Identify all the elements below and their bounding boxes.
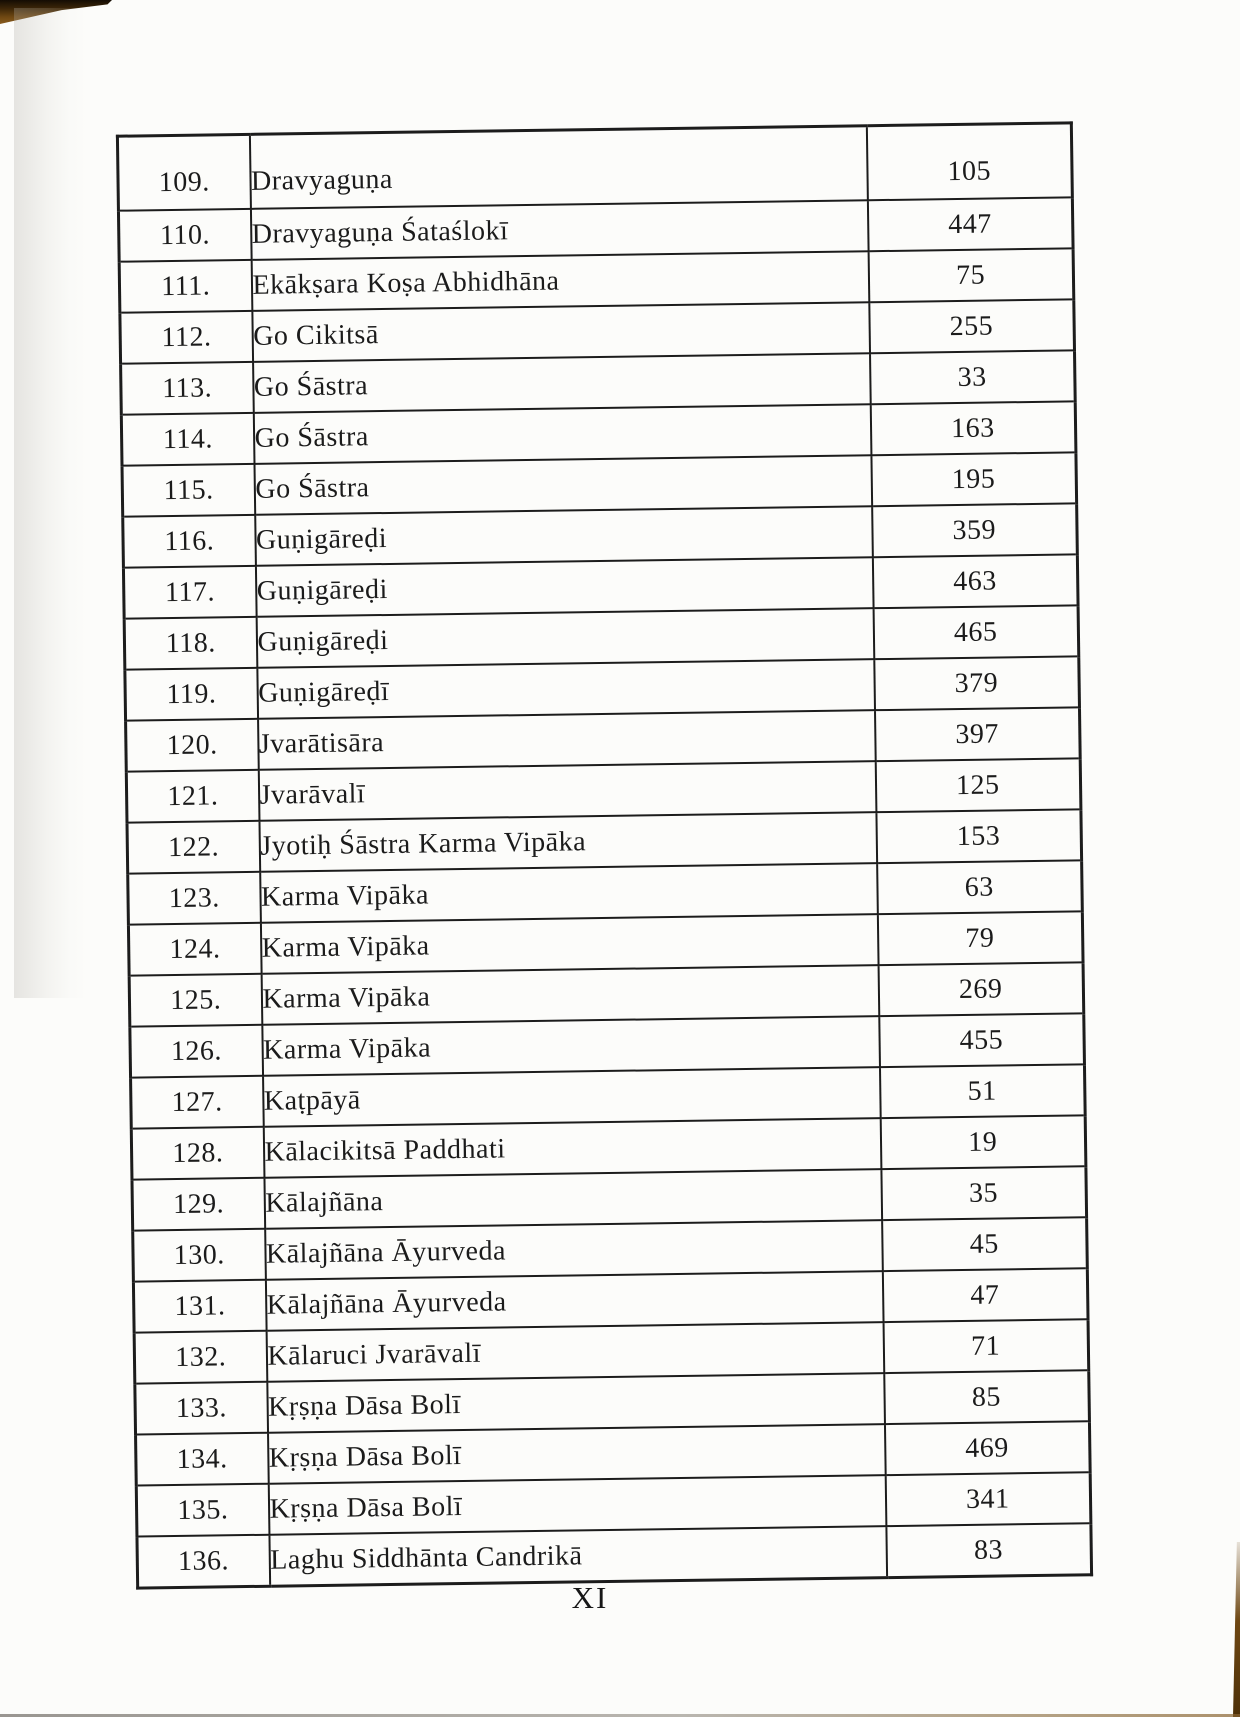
entry-number: 125.: [129, 974, 262, 1027]
index-table: [116, 121, 1093, 1589]
entry-title: Kālajñāna Āyurveda: [265, 1271, 883, 1331]
entry-title: Kālajñāna: [264, 1169, 882, 1229]
entry-title: Kṛṣṇa Dāsa Bolī: [268, 1424, 886, 1484]
entry-page-number: 33: [870, 350, 1076, 404]
entry-number: 124.: [128, 923, 261, 976]
scan-left-streak-artifact: [14, 8, 88, 998]
entry-page-number: 255: [869, 299, 1075, 353]
entry-number: 115.: [122, 464, 255, 517]
entry-page-number: 379: [874, 656, 1080, 710]
entry-number: 116.: [123, 515, 256, 568]
entry-number: 127.: [131, 1076, 264, 1129]
entry-title: Karma Vipāka: [262, 1016, 880, 1076]
entry-title: Jvarāvalī: [258, 761, 876, 821]
entry-number: 113.: [121, 362, 254, 415]
entry-number: 121.: [126, 770, 259, 823]
entry-title: Kṛṣṇa Dāsa Bolī: [267, 1373, 885, 1433]
entry-title: Kālacikitsā Paddhati: [263, 1118, 881, 1178]
entry-page-number: 75: [868, 248, 1074, 302]
entry-number: 134.: [136, 1433, 269, 1486]
entry-title: Jyotiḥ Śāstra Karma Vipāka: [259, 812, 877, 872]
entry-title: Kālaruci Jvarāvalī: [266, 1322, 884, 1382]
entry-title: Guṇigāreḍi: [256, 608, 874, 668]
entry-number: 128.: [131, 1127, 264, 1180]
entry-page-number: 463: [872, 554, 1078, 608]
entry-title: Kṛṣṇa Dāsa Bolī: [268, 1475, 886, 1535]
entry-number: 122.: [127, 821, 260, 874]
entry-number: 120.: [126, 719, 259, 772]
scan-right-edge-artifact: [1233, 1542, 1240, 1717]
entry-title: Go Cikitsā: [252, 302, 870, 362]
entry-number: 109.: [117, 134, 250, 210]
entry-page-number: 163: [870, 401, 1076, 455]
table-body: [117, 123, 1091, 1588]
entry-number: 131.: [133, 1280, 266, 1333]
entry-page-number: 469: [884, 1421, 1090, 1475]
entry-page-number: 341: [885, 1472, 1091, 1526]
entry-title: Jvarātisāra: [258, 710, 876, 770]
entry-number: 133.: [135, 1382, 268, 1435]
entry-title: Guṇigāreḍī: [257, 659, 875, 719]
entry-number: 112.: [120, 311, 253, 364]
entry-title: Go Śāstra: [253, 353, 871, 413]
entry-number: 117.: [123, 566, 256, 619]
entry-page-number: 71: [883, 1319, 1089, 1373]
entry-page-number: 47: [882, 1268, 1088, 1322]
entry-number: 111.: [119, 260, 252, 313]
entry-page-number: 125: [875, 758, 1081, 812]
entry-title: Karma Vipāka: [260, 863, 878, 923]
entry-title: Dravyaguṇa Śataślokī: [250, 200, 868, 260]
entry-page-number: 63: [877, 860, 1083, 914]
entry-title: Laghu Siddhānta Candrikā: [269, 1526, 887, 1586]
entry-number: 110.: [118, 209, 251, 262]
entry-page-number: 269: [878, 962, 1084, 1016]
footer-page-number: XI: [571, 1580, 609, 1615]
entry-page-number: 447: [867, 197, 1073, 251]
entry-page-number: 79: [877, 911, 1083, 965]
entry-page-number: 153: [876, 809, 1082, 863]
entry-page-number: 85: [884, 1370, 1090, 1424]
entry-title: Kālajñāna Āyurveda: [265, 1220, 883, 1280]
entry-page-number: 83: [886, 1523, 1092, 1577]
entry-title: Go Śāstra: [253, 404, 871, 464]
entry-number: 135.: [136, 1484, 269, 1537]
table-row: [117, 123, 1072, 211]
entry-title: Karma Vipāka: [261, 965, 879, 1025]
entry-page-number: 195: [871, 452, 1077, 506]
index-table-container: [116, 121, 1090, 1589]
entry-number: 129.: [132, 1178, 265, 1231]
entry-page-number: 465: [873, 605, 1079, 659]
entry-number: 136.: [137, 1535, 270, 1588]
entry-number: 118.: [124, 617, 257, 670]
entry-number: 114.: [121, 413, 254, 466]
entry-number: 126.: [130, 1025, 263, 1078]
entry-title: Kaṭpāyā: [263, 1067, 881, 1127]
entry-title: Guṇigāreḍi: [255, 557, 873, 617]
entry-page-number: 397: [874, 707, 1080, 761]
entry-title: Karma Vipāka: [260, 914, 878, 974]
entry-page-number: 35: [881, 1166, 1087, 1220]
entry-page-number: 19: [880, 1115, 1086, 1169]
entry-page-number: 105: [866, 123, 1072, 200]
entry-page-number: 45: [882, 1217, 1088, 1271]
entry-number: 123.: [128, 872, 261, 925]
entry-page-number: 455: [879, 1013, 1085, 1067]
entry-title: Ekākṣara Koṣa Abhidhāna: [251, 251, 869, 311]
entry-page-number: 51: [879, 1064, 1085, 1118]
entry-title: Guṇigāreḍi: [255, 506, 873, 566]
entry-page-number: 359: [872, 503, 1078, 557]
entry-title: Dravyaguṇa: [249, 126, 867, 209]
entry-number: 119.: [125, 668, 258, 721]
entry-number: 130.: [133, 1229, 266, 1282]
entry-number: 132.: [134, 1331, 267, 1384]
entry-title: Go Śāstra: [254, 455, 872, 515]
